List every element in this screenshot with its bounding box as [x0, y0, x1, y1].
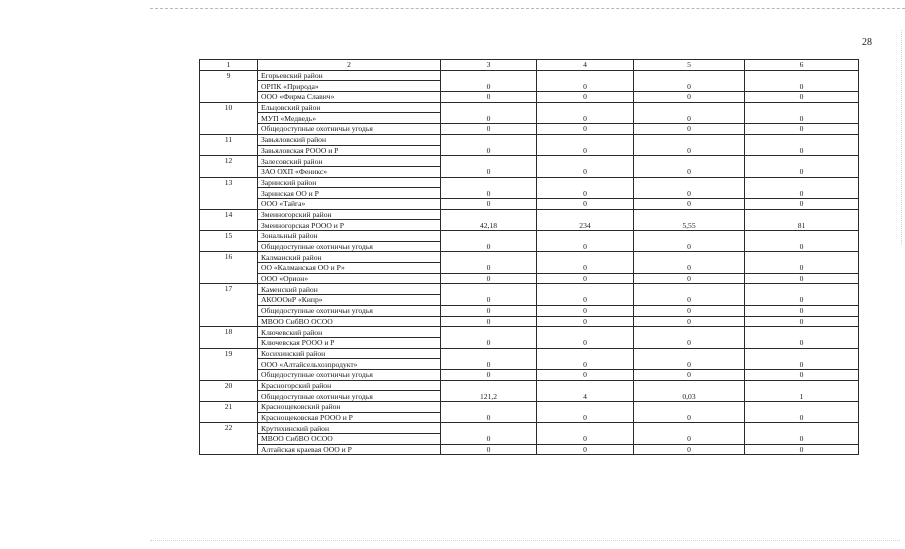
value-cell-col6: 0 [745, 434, 859, 445]
district-number: 11 [200, 134, 258, 155]
empty-cell [441, 156, 537, 167]
empty-cell [634, 327, 745, 338]
value-cell-col6: 0 [745, 316, 859, 327]
organization-name: ОРПК «Природа» [258, 81, 441, 92]
value-cell-col3: 0 [441, 295, 537, 306]
value-cell-col4: 0 [537, 124, 634, 135]
district-number: 22 [200, 423, 258, 455]
empty-cell [634, 402, 745, 413]
organization-row [200, 263, 859, 274]
value-cell-col3: 0 [441, 273, 537, 284]
value-cell-col5: 0 [634, 412, 745, 423]
value-cell-col3: 0 [441, 412, 537, 423]
empty-cell [634, 252, 745, 263]
empty-cell [441, 327, 537, 338]
district-number: 13 [200, 177, 258, 209]
district-row [200, 70, 859, 81]
empty-cell [745, 156, 859, 167]
empty-cell [537, 70, 634, 81]
scan-artifact-top [150, 8, 905, 9]
organization-row [200, 220, 859, 231]
value-cell-col5: 0 [634, 337, 745, 348]
empty-cell [441, 252, 537, 263]
district-row [200, 252, 859, 263]
value-cell-col6: 0 [745, 412, 859, 423]
table-body [200, 60, 859, 455]
value-cell-col3: 121,2 [441, 391, 537, 402]
district-name: Ключевский район [258, 327, 441, 338]
empty-cell [537, 156, 634, 167]
empty-cell [634, 70, 745, 81]
value-cell-col6: 0 [745, 263, 859, 274]
value-cell-col6: 0 [745, 305, 859, 316]
organization-name: ООО «Орион» [258, 273, 441, 284]
value-cell-col6: 81 [745, 220, 859, 231]
value-cell-col4: 0 [537, 444, 634, 455]
header-cell: 3 [441, 60, 537, 71]
district-number: 12 [200, 156, 258, 177]
value-cell-col6: 0 [745, 337, 859, 348]
district-row [200, 209, 859, 220]
value-cell-col5: 0 [634, 295, 745, 306]
district-name: Зональный район [258, 231, 441, 242]
value-cell-col4: 0 [537, 113, 634, 124]
empty-cell [634, 231, 745, 242]
header-cell: 6 [745, 60, 859, 71]
empty-cell [537, 402, 634, 413]
value-cell-col4: 0 [537, 198, 634, 209]
value-cell-col6: 0 [745, 359, 859, 370]
organization-name: МВОО СибВО ОСОО [258, 434, 441, 445]
value-cell-col5: 0 [634, 92, 745, 103]
district-name: Каменский район [258, 284, 441, 295]
district-name: Ельцовский район [258, 102, 441, 113]
value-cell-col3: 0 [441, 369, 537, 380]
empty-cell [537, 423, 634, 434]
organization-name: Краснощековская РООО и Р [258, 412, 441, 423]
header-row [200, 60, 859, 71]
empty-cell [745, 423, 859, 434]
value-cell-col5: 0 [634, 305, 745, 316]
value-cell-col5: 0 [634, 273, 745, 284]
value-cell-col4: 0 [537, 81, 634, 92]
district-number: 19 [200, 348, 258, 380]
district-row [200, 327, 859, 338]
value-cell-col6: 0 [745, 444, 859, 455]
organization-row [200, 305, 859, 316]
district-name: Косихинский район [258, 348, 441, 359]
organization-row [200, 81, 859, 92]
value-cell-col5: 0 [634, 359, 745, 370]
district-number: 14 [200, 209, 258, 230]
value-cell-col4: 0 [537, 359, 634, 370]
empty-cell [634, 423, 745, 434]
district-number: 16 [200, 252, 258, 284]
value-cell-col4: 0 [537, 337, 634, 348]
value-cell-col5: 0 [634, 316, 745, 327]
district-name: Краснощековский район [258, 402, 441, 413]
empty-cell [634, 284, 745, 295]
value-cell-col6: 0 [745, 92, 859, 103]
value-cell-col3: 42,18 [441, 220, 537, 231]
organization-row [200, 359, 859, 370]
value-cell-col6: 0 [745, 81, 859, 92]
value-cell-col6: 0 [745, 198, 859, 209]
empty-cell [537, 209, 634, 220]
empty-cell [441, 102, 537, 113]
district-number: 9 [200, 70, 258, 102]
value-cell-col5: 0,03 [634, 391, 745, 402]
organization-row [200, 198, 859, 209]
value-cell-col5: 0 [634, 198, 745, 209]
value-cell-col5: 0 [634, 124, 745, 135]
value-cell-col3: 0 [441, 444, 537, 455]
district-row [200, 156, 859, 167]
district-name: Заринский район [258, 177, 441, 188]
organization-name: ООО «Тайга» [258, 198, 441, 209]
organization-row [200, 113, 859, 124]
value-cell-col5: 0 [634, 444, 745, 455]
value-cell-col6: 0 [745, 145, 859, 156]
empty-cell [441, 177, 537, 188]
value-cell-col4: 234 [537, 220, 634, 231]
empty-cell [745, 70, 859, 81]
value-cell-col4: 0 [537, 145, 634, 156]
district-name: Калманский район [258, 252, 441, 263]
district-number: 15 [200, 231, 258, 252]
value-cell-col5: 0 [634, 369, 745, 380]
value-cell-col4: 0 [537, 412, 634, 423]
empty-cell [634, 380, 745, 391]
organization-row [200, 369, 859, 380]
value-cell-col6: 0 [745, 295, 859, 306]
organization-name: Общедоступные охотничьи угодья [258, 391, 441, 402]
district-row [200, 380, 859, 391]
value-cell-col6: 0 [745, 241, 859, 252]
district-number: 21 [200, 402, 258, 423]
value-cell-col4: 4 [537, 391, 634, 402]
empty-cell [537, 252, 634, 263]
organization-name: МУП «Медведь» [258, 113, 441, 124]
empty-cell [537, 327, 634, 338]
empty-cell [745, 231, 859, 242]
value-cell-col6: 0 [745, 166, 859, 177]
district-number: 20 [200, 380, 258, 401]
value-cell-col5: 0 [634, 188, 745, 199]
empty-cell [537, 134, 634, 145]
empty-cell [441, 70, 537, 81]
empty-cell [537, 284, 634, 295]
value-cell-col4: 0 [537, 241, 634, 252]
district-number: 17 [200, 284, 258, 327]
empty-cell [745, 177, 859, 188]
organization-row [200, 166, 859, 177]
district-row [200, 102, 859, 113]
value-cell-col6: 1 [745, 391, 859, 402]
empty-cell [537, 380, 634, 391]
header-cell: 5 [634, 60, 745, 71]
organization-row [200, 188, 859, 199]
organization-name: Общедоступные охотничьи угодья [258, 305, 441, 316]
empty-cell [441, 348, 537, 359]
value-cell-col3: 0 [441, 359, 537, 370]
value-cell-col3: 0 [441, 92, 537, 103]
organization-row [200, 337, 859, 348]
empty-cell [537, 102, 634, 113]
value-cell-col4: 0 [537, 263, 634, 274]
value-cell-col4: 0 [537, 188, 634, 199]
empty-cell [441, 423, 537, 434]
value-cell-col3: 0 [441, 166, 537, 177]
header-cell: 4 [537, 60, 634, 71]
value-cell-col3: 0 [441, 305, 537, 316]
empty-cell [537, 177, 634, 188]
district-number: 10 [200, 102, 258, 134]
value-cell-col5: 0 [634, 241, 745, 252]
empty-cell [441, 380, 537, 391]
organization-name: ЗАО ОХП «Феникс» [258, 166, 441, 177]
district-name: Крутихинский район [258, 423, 441, 434]
wildlife-table [199, 59, 859, 455]
organization-row [200, 124, 859, 135]
value-cell-col5: 0 [634, 166, 745, 177]
empty-cell [634, 102, 745, 113]
value-cell-col6: 0 [745, 113, 859, 124]
value-cell-col3: 0 [441, 198, 537, 209]
empty-cell [745, 102, 859, 113]
organization-row [200, 444, 859, 455]
organization-row [200, 241, 859, 252]
empty-cell [441, 209, 537, 220]
empty-cell [537, 231, 634, 242]
empty-cell [745, 380, 859, 391]
value-cell-col3: 0 [441, 316, 537, 327]
organization-name: ООО «Фирма Славич» [258, 92, 441, 103]
organization-name: Ключевская РООО и Р [258, 337, 441, 348]
scan-artifact-right [901, 30, 902, 245]
organization-name: Алтайская краевая ООО и Р [258, 444, 441, 455]
organization-name: АКОООиР «Кипр» [258, 295, 441, 306]
organization-row [200, 434, 859, 445]
organization-row [200, 92, 859, 103]
empty-cell [441, 284, 537, 295]
value-cell-col5: 0 [634, 434, 745, 445]
organization-name: Завьяловская РООО и Р [258, 145, 441, 156]
empty-cell [634, 348, 745, 359]
district-row [200, 231, 859, 242]
scan-artifact-bottom [150, 540, 900, 541]
value-cell-col3: 0 [441, 124, 537, 135]
value-cell-col3: 0 [441, 188, 537, 199]
district-number: 18 [200, 327, 258, 348]
value-cell-col3: 0 [441, 337, 537, 348]
value-cell-col6: 0 [745, 188, 859, 199]
value-cell-col4: 0 [537, 166, 634, 177]
empty-cell [745, 252, 859, 263]
value-cell-col4: 0 [537, 92, 634, 103]
value-cell-col3: 0 [441, 241, 537, 252]
district-name: Змеиногорский район [258, 209, 441, 220]
organization-row [200, 391, 859, 402]
organization-row [200, 273, 859, 284]
value-cell-col6: 0 [745, 124, 859, 135]
value-cell-col4: 0 [537, 305, 634, 316]
value-cell-col5: 0 [634, 81, 745, 92]
district-name: Егорьевский район [258, 70, 441, 81]
value-cell-col4: 0 [537, 295, 634, 306]
district-row [200, 402, 859, 413]
value-cell-col3: 0 [441, 263, 537, 274]
empty-cell [745, 348, 859, 359]
organization-name: ООО «Алтайсельхозпродукт» [258, 359, 441, 370]
empty-cell [745, 327, 859, 338]
value-cell-col5: 0 [634, 113, 745, 124]
value-cell-col5: 5,55 [634, 220, 745, 231]
district-row [200, 348, 859, 359]
empty-cell [745, 284, 859, 295]
value-cell-col3: 0 [441, 81, 537, 92]
district-row [200, 284, 859, 295]
empty-cell [634, 177, 745, 188]
empty-cell [537, 348, 634, 359]
value-cell-col4: 0 [537, 273, 634, 284]
header-cell: 2 [258, 60, 441, 71]
district-name: Красногорский район [258, 380, 441, 391]
value-cell-col4: 0 [537, 434, 634, 445]
empty-cell [634, 134, 745, 145]
organization-name: Общедоступные охотничьи угодья [258, 241, 441, 252]
value-cell-col3: 0 [441, 113, 537, 124]
district-name: Залесовский район [258, 156, 441, 167]
organization-row [200, 145, 859, 156]
empty-cell [441, 231, 537, 242]
organization-name: Заринская ОО и Р [258, 188, 441, 199]
header-cell: 1 [200, 60, 258, 71]
page-number: 28 [862, 37, 872, 48]
organization-name: Змеиногорская РООО и Р [258, 220, 441, 231]
empty-cell [441, 402, 537, 413]
organization-row [200, 412, 859, 423]
empty-cell [634, 209, 745, 220]
district-name: Завьяловский район [258, 134, 441, 145]
organization-name: МВОО СибВО ОСОО [258, 316, 441, 327]
value-cell-col3: 0 [441, 434, 537, 445]
empty-cell [634, 156, 745, 167]
organization-name: Общедоступные охотничьи угодья [258, 369, 441, 380]
organization-row [200, 316, 859, 327]
value-cell-col3: 0 [441, 145, 537, 156]
district-row [200, 423, 859, 434]
empty-cell [441, 134, 537, 145]
district-row [200, 177, 859, 188]
empty-cell [745, 209, 859, 220]
value-cell-col5: 0 [634, 145, 745, 156]
organization-row [200, 295, 859, 306]
empty-cell [745, 402, 859, 413]
value-cell-col6: 0 [745, 273, 859, 284]
empty-cell [745, 134, 859, 145]
value-cell-col6: 0 [745, 369, 859, 380]
organization-name: Общедоступные охотничьи угодья [258, 124, 441, 135]
value-cell-col5: 0 [634, 263, 745, 274]
organization-name: ОО «Калманская ОО и Р» [258, 263, 441, 274]
value-cell-col4: 0 [537, 316, 634, 327]
district-row [200, 134, 859, 145]
value-cell-col4: 0 [537, 369, 634, 380]
